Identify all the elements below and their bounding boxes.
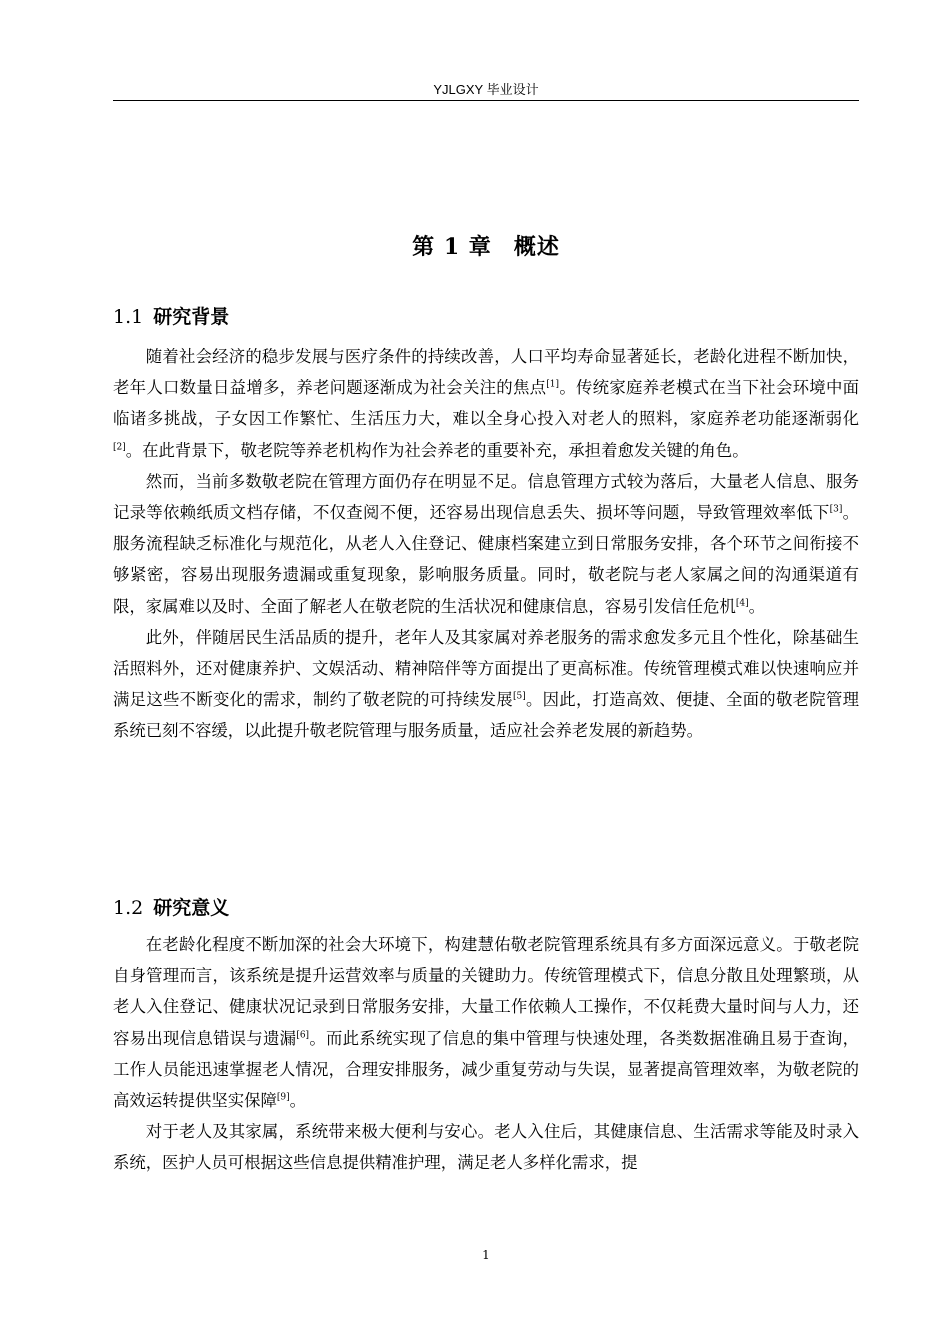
page-header: YJLGXY 毕业设计 — [433, 82, 539, 97]
paragraph: 然而，当前多数敬老院在管理方面仍存在明显不足。信息管理方式较为落后，大量老人信息、服务记录等依赖纸质文档存储，不仅查阅不便，还容易出现信息丢失、损坏等问题，导致管理效率低下[3]。服务流程缺乏标准化与规范化，从老人入住登记、健康档案建立到日常服务安排，各个环节之间衔接不够紧密，容易出现服务遗漏或重复现象，影响服务质量。同时，敬老院与老人家属之间的沟通渠道有限，家属难以及时、全面了解老人在敬老院的生活状况和健康信息，容易引发信任危机[4]。 — [113, 471, 860, 616]
section-body-1-2 — [113, 929, 859, 1179]
paragraph: 在老龄化程度不断加深的社会大环境下，构建慧佑敬老院管理系统具有多方面深远意义。于敬老院自身管理而言，该系统是提升运营效率与质量的关键助力。传统管理模式下，信息分散且处理繁琐，从老人入住登记、健康状况记录到日常服务安排，大量工作依赖人工操作，不仅耗费大量时间与人力，还容易出现信息错误与遗漏[6]。而此系统实现了信息的集中管理与快速处理，各类数据准确且易于查询，工作人员能迅速掌握老人情况，合理安排服务，减少重复劳动与失误，显著提高管理效率，为敬老院的高效运转提供坚实保障[9]。 — [113, 935, 859, 1111]
citation: [2] — [113, 442, 126, 453]
section-number: 1.1 — [113, 306, 144, 328]
section-number: 1.2 — [113, 897, 144, 919]
citation: [4] — [735, 598, 749, 609]
section-title: 研究背景 — [153, 306, 230, 328]
section-heading-1-2 — [113, 893, 229, 920]
section-heading-1-1 — [113, 302, 229, 329]
header-rule — [113, 100, 859, 101]
citation: [1] — [546, 379, 560, 390]
page-number: 1 — [482, 1248, 490, 1262]
chapter-title — [113, 230, 859, 261]
citation: [3] — [829, 504, 843, 515]
paragraph: 随着社会经济的稳步发展与医疗条件的持续改善，人口平均寿命显著延长，老龄化进程不断加快，老年人口数量日益增多，养老问题逐渐成为社会关注的焦点[1]。传统家庭养老模式在当下社会环境中面临诸多挑战，子女因工作繁忙、生活压力大，难以全身心投入对老人的照料，家庭养老功能逐渐弱化[2]。在此背景下，敬老院等养老机构作为社会养老的重要补充，承担着愈发关键的角色。 — [113, 347, 860, 460]
citation: [5] — [512, 691, 526, 702]
citation: [6] — [296, 1030, 310, 1041]
chapter-number: 第 1 章 — [412, 234, 492, 260]
section-body-1-1 — [113, 341, 859, 747]
paragraph: 此外，伴随居民生活品质的提升，老年人及其家属对养老服务的需求愈发多元且个性化，除基础生活照料外，还对健康养护、文娱活动、精神陪伴等方面提出了更高标准。传统管理模式难以快速响应并满足这些不断变化的需求，制约了敬老院的可持续发展[5]。因此，打造高效、便捷、全面的敬老院管理系统已刻不容缓，以此提升敬老院管理与服务质量，适应社会养老发展的新趋势。 — [113, 627, 859, 741]
paragraph: 对于老人及其家属，系统带来极大便利与安心。老人入住后，其健康信息、生活需求等能及时录入系统，医护人员可根据这些信息提供精准护理，满足老人多样化需求，提 — [113, 1122, 859, 1173]
chapter-name: 概述 — [513, 234, 560, 260]
citation: [9] — [276, 1092, 290, 1103]
section-title: 研究意义 — [153, 897, 230, 919]
